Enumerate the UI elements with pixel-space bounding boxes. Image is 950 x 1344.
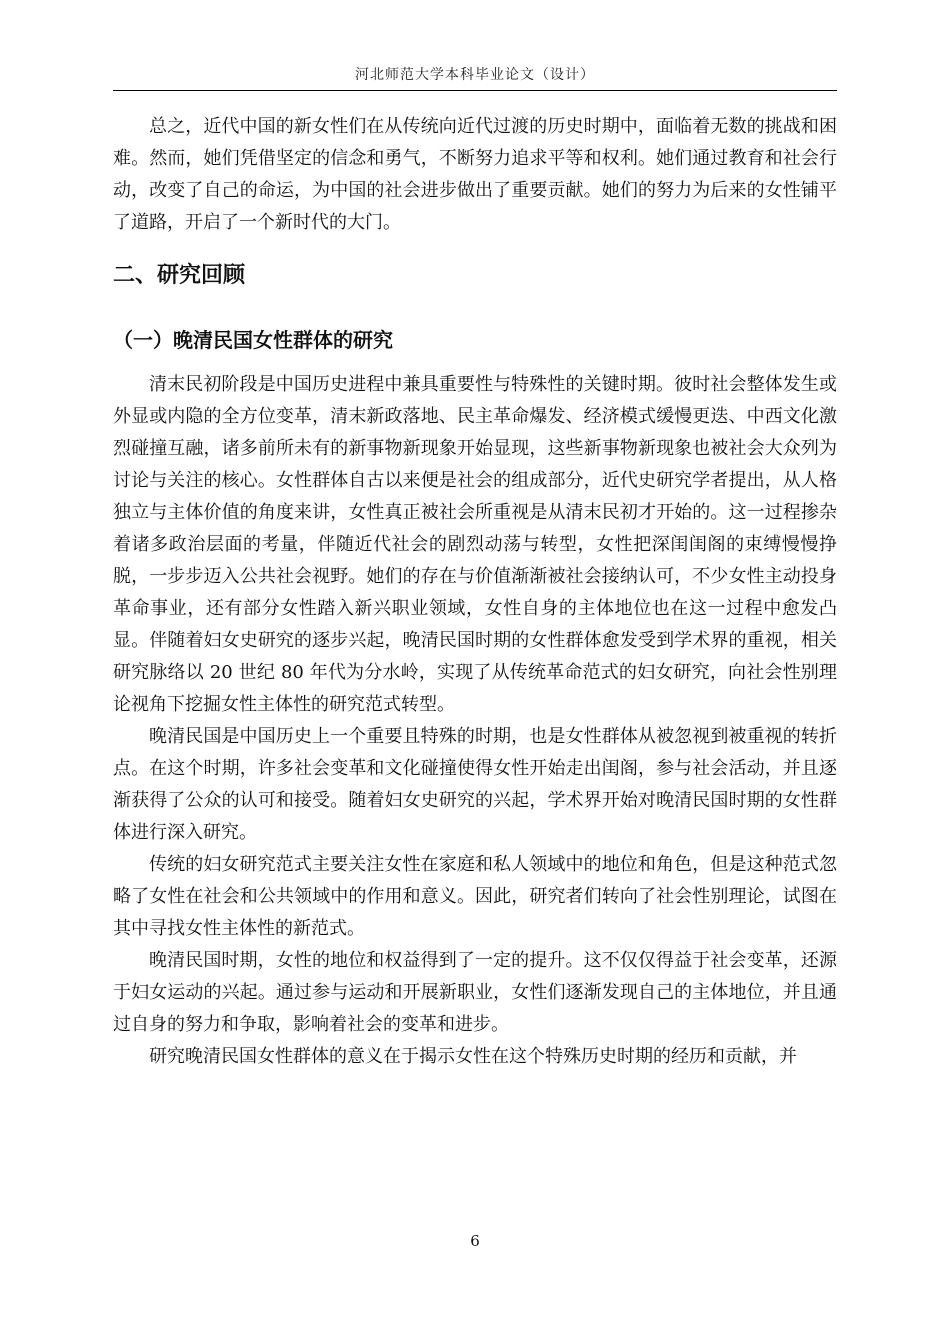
running-header: 河北师范大学本科毕业论文（设计） — [355, 67, 595, 83]
body-paragraph-3: 传统的妇女研究范式主要关注女性在家庭和私人领域中的地位和角色，但是这种范式忽略了女性在社会和公共领域中的作用和意义。因此，研究者们转向了社会性别理论，试图在其中寻找女性主体性的新范式。 — [113, 854, 837, 939]
section-heading: 二、研究回顾 — [113, 263, 246, 288]
body-paragraph-4: 晚清民国时期，女性的地位和权益得到了一定的提升。这不仅仅得益于社会变革，还源于妇女运动的兴起。通过参与运动和开展新职业，女性们逐渐发现自己的主体地位，并且通过自身的努力和争取，影响着社会的变革和进步。 — [113, 950, 837, 1035]
body-paragraph-5: 研究晚清民国女性群体的意义在于揭示女性在这个特殊历史时期的经历和贡献，并 — [149, 1046, 797, 1067]
body-paragraph-1: 清末民初阶段是中国历史进程中兼具重要性与特殊性的关键时期。彼时社会整体发生或外显或内隐的全方位变革，清末新政落地、民主革命爆发、经济模式缓慢更迭、中西文化激烈碰撞互融，诸多前所未有的新事物新现象开始显现，这些新事物新现象也被社会大众列为讨论与关注的核心。女性群体自古以来便是社会的组成部分，近代史研究学者提出，从人格独立与主体价值的角度来讲，女性真正被社会所重视是从清末民初才开始的。这一过程掺杂着诸多政治层面的考量，伴随近代社会的剧烈动荡与转型，女性把深闺闺阁的束缚慢慢挣脱，一步步迈入公共社会视野。她们的存在与价值渐渐被社会接纳认可，不少女性主动投身革命事业，还有部分女性踏入新兴职业领域，女性自身的主体地位也在这一过程中愈发凸显。伴随着妇女史研究的逐步兴起，晚清民国时期的女性群体愈发受到学术界的重视，相关研究脉络以 20 世纪 80 年代为分水岭，实现了从传统革命范式的妇女研究，向社会性别理论视角下挖掘女性主体性的研究范式转型。 — [113, 374, 837, 715]
body-paragraph-2: 晚清民国是中国历史上一个重要且特殊的时期，也是女性群体从被忽视到被重视的转折点。在这个时期，许多社会变革和文化碰撞使得女性开始走出闺阁，参与社会活动，并且逐渐获得了公众的认可和接受。随着妇女史研究的兴起，学术界开始对晚清民国时期的女性群体进行深入研究。 — [113, 726, 837, 843]
intro-paragraph: 总之，近代中国的新女性们在从传统向近代过渡的历史时期中，面临着无数的挑战和困难。然而，她们凭借坚定的信念和勇气，不断努力追求平等和权利。她们通过教育和社会行动，改变了自己的命运，为中国的社会进步做出了重要贡献。她们的努力为后来的女性铺平了道路，开启了一个新时代的大门。 — [113, 116, 837, 233]
header-rule — [113, 90, 837, 91]
page-body — [113, 111, 837, 1073]
subsection-heading: （一）晚清民国女性群体的研究 — [113, 328, 393, 352]
page-number: 6 — [470, 1232, 480, 1250]
